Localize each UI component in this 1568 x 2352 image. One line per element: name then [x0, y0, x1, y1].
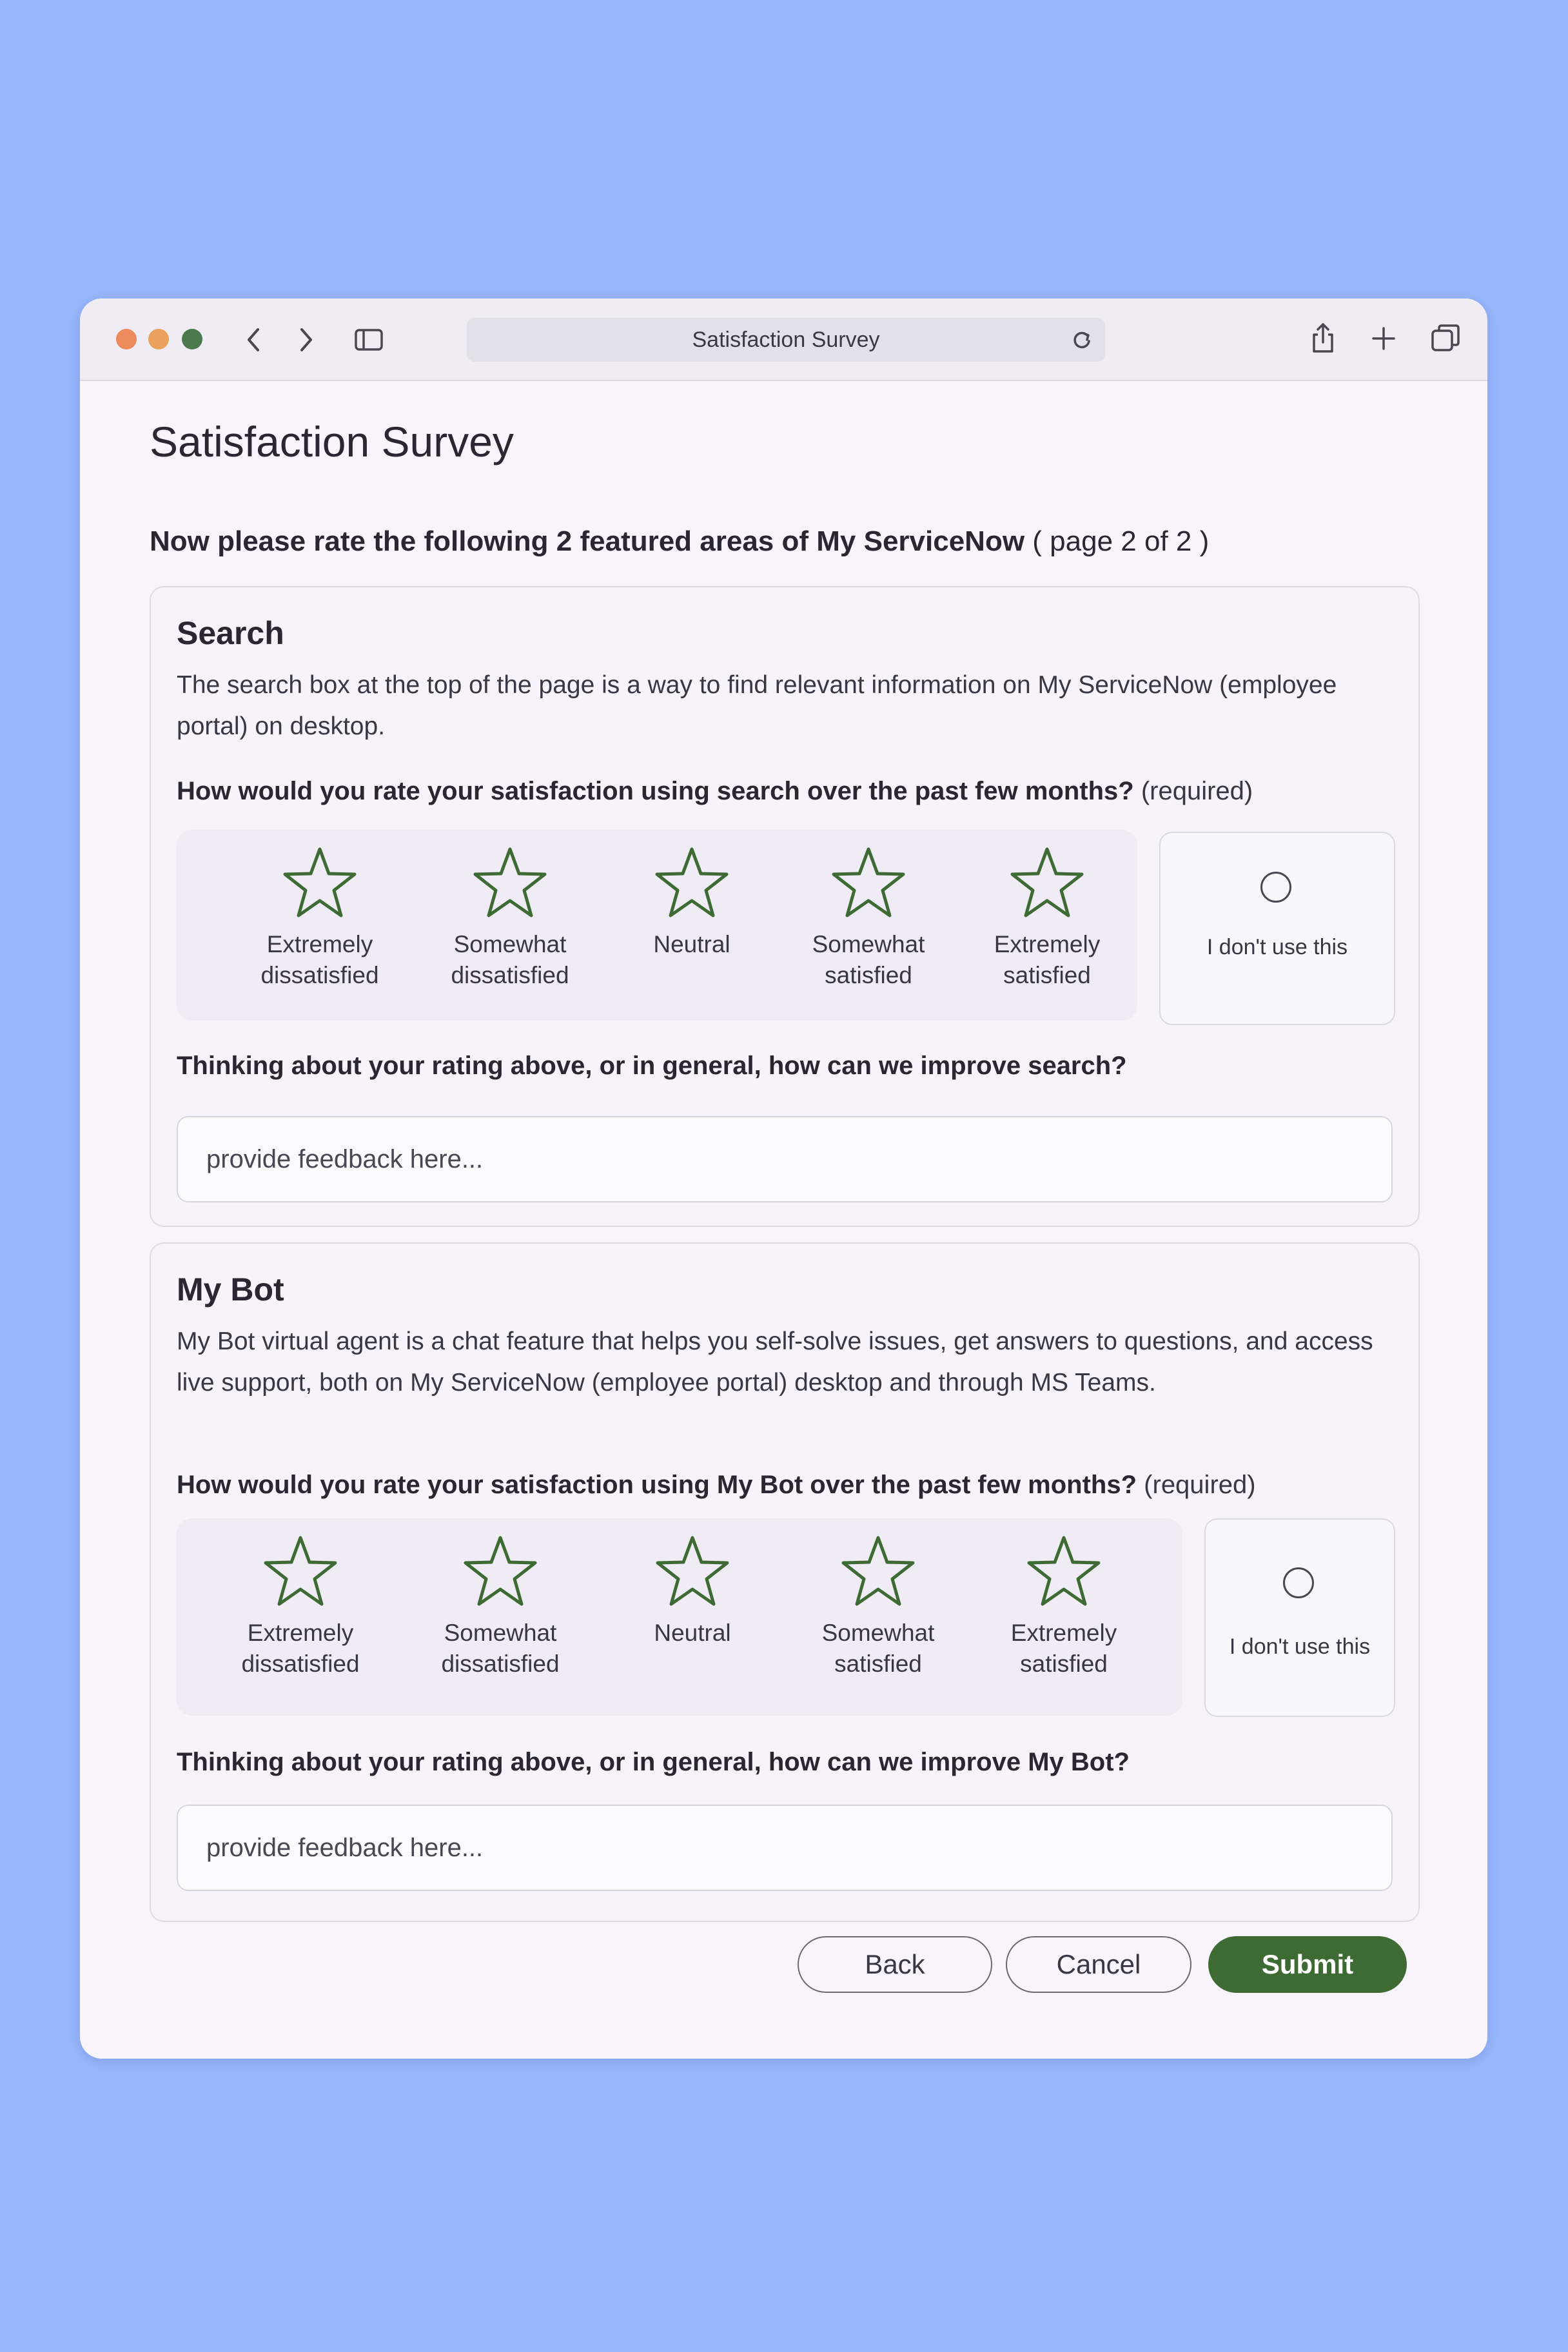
option-label: Extremely satisfied: [1010, 1620, 1117, 1677]
star-icon: [1024, 1534, 1104, 1610]
my-bot-section: [150, 1242, 1420, 1922]
rating-option-somewhat-dissatisfied[interactable]: [423, 1534, 578, 1680]
star-icon: [1007, 845, 1087, 921]
rating-question: [177, 1471, 1256, 1500]
dont-use-label: I don't use this: [1206, 935, 1348, 959]
radio-icon[interactable]: [1283, 1567, 1314, 1598]
page-content: [80, 380, 1487, 2059]
feedback-input-my-bot[interactable]: [177, 1805, 1393, 1891]
submit-button[interactable]: Submit: [1208, 1936, 1407, 1993]
title-bar: [80, 299, 1487, 381]
star-icon: [260, 1534, 340, 1610]
rating-option-extremely-dissatisfied[interactable]: [242, 845, 397, 991]
zoom-window-button[interactable]: [182, 329, 202, 349]
page-indicator: ( page 2 of 2 ): [1032, 525, 1210, 557]
close-window-button[interactable]: [116, 329, 137, 349]
rating-option-somewhat-satisfied[interactable]: [801, 1534, 956, 1680]
share-icon[interactable]: [1304, 319, 1342, 358]
intro-text: Now please rate the following 2 featured areas of My ServiceNow: [150, 525, 1025, 557]
rating-question: [177, 777, 1253, 806]
star-icon: [280, 845, 360, 921]
rating-option-somewhat-satisfied[interactable]: [791, 845, 946, 991]
star-icon: [460, 1534, 540, 1610]
option-label: Extremely satisfied: [994, 931, 1101, 988]
option-label: Somewhat dissatisfied: [441, 1620, 560, 1677]
rating-option-extremely-dissatisfied[interactable]: [223, 1534, 378, 1680]
star-icon: [470, 845, 550, 921]
required-label: (required): [1144, 1471, 1256, 1499]
search-section: [150, 586, 1420, 1227]
option-label: Neutral: [654, 1620, 731, 1646]
section-title: My Bot: [177, 1271, 284, 1308]
option-label: Extremely dissatisfied: [241, 1620, 360, 1677]
dont-use-option[interactable]: [1159, 832, 1395, 1025]
feedback-input-search[interactable]: [177, 1116, 1393, 1202]
star-icon: [838, 1534, 918, 1610]
star-icon: [652, 845, 732, 921]
improve-question: Thinking about your rating above, or in general, how can we improve search?: [177, 1052, 1127, 1080]
improve-question: Thinking about your rating above, or in general, how can we improve My Bot?: [177, 1748, 1130, 1776]
star-icon: [652, 1534, 732, 1610]
question-text: How would you rate your satisfaction using search over the past few months?: [177, 777, 1134, 805]
dont-use-option[interactable]: [1204, 1518, 1395, 1717]
section-description: The search box at the top of the page is a way to find relevant information on My ServiceNow (employee portal) on desktop.: [177, 671, 1337, 740]
plus-icon[interactable]: [1364, 319, 1403, 358]
section-title: Search: [177, 615, 284, 651]
rating-option-somewhat-dissatisfied[interactable]: [433, 845, 587, 991]
star-icon: [828, 845, 908, 921]
question-text: How would you rate your satisfaction using My Bot over the past few months?: [177, 1471, 1137, 1499]
option-label: Somewhat satisfied: [812, 931, 925, 988]
tabs-icon[interactable]: [1426, 319, 1465, 358]
rating-option-neutral[interactable]: [614, 845, 769, 960]
minimize-window-button[interactable]: [148, 329, 169, 349]
reload-icon[interactable]: [1066, 324, 1097, 355]
address-bar-title: Satisfaction Survey: [692, 328, 880, 352]
forward-arrow-icon[interactable]: [286, 320, 325, 359]
star-rating-group: [177, 830, 1137, 1021]
option-label: Somewhat dissatisfied: [451, 931, 569, 988]
rating-option-neutral[interactable]: [615, 1534, 770, 1649]
rating-option-extremely-satisfied[interactable]: [970, 845, 1124, 991]
option-label: Neutral: [653, 931, 730, 957]
section-description: My Bot virtual agent is a chat feature that helps you self-solve issues, get answers to questions, and access live support, both on My ServiceNow (employee portal) desktop and through MS Teams.: [177, 1328, 1373, 1396]
required-label: (required): [1141, 777, 1253, 805]
cancel-button[interactable]: Cancel: [1006, 1936, 1191, 1993]
back-button[interactable]: Back: [798, 1936, 992, 1993]
rating-option-extremely-satisfied[interactable]: [986, 1534, 1141, 1680]
page-title: Satisfaction Survey: [150, 418, 514, 466]
option-label: Somewhat satisfied: [821, 1620, 935, 1677]
back-arrow-icon[interactable]: [235, 320, 273, 359]
star-rating-group: [177, 1518, 1182, 1716]
address-bar[interactable]: [467, 318, 1105, 362]
browser-window: [80, 299, 1487, 2059]
option-label: Extremely dissatisfied: [260, 931, 379, 988]
dont-use-label: I don't use this: [1229, 1634, 1371, 1659]
radio-icon[interactable]: [1260, 872, 1291, 903]
sidebar-icon[interactable]: [349, 320, 388, 359]
survey-intro: [150, 525, 1209, 558]
